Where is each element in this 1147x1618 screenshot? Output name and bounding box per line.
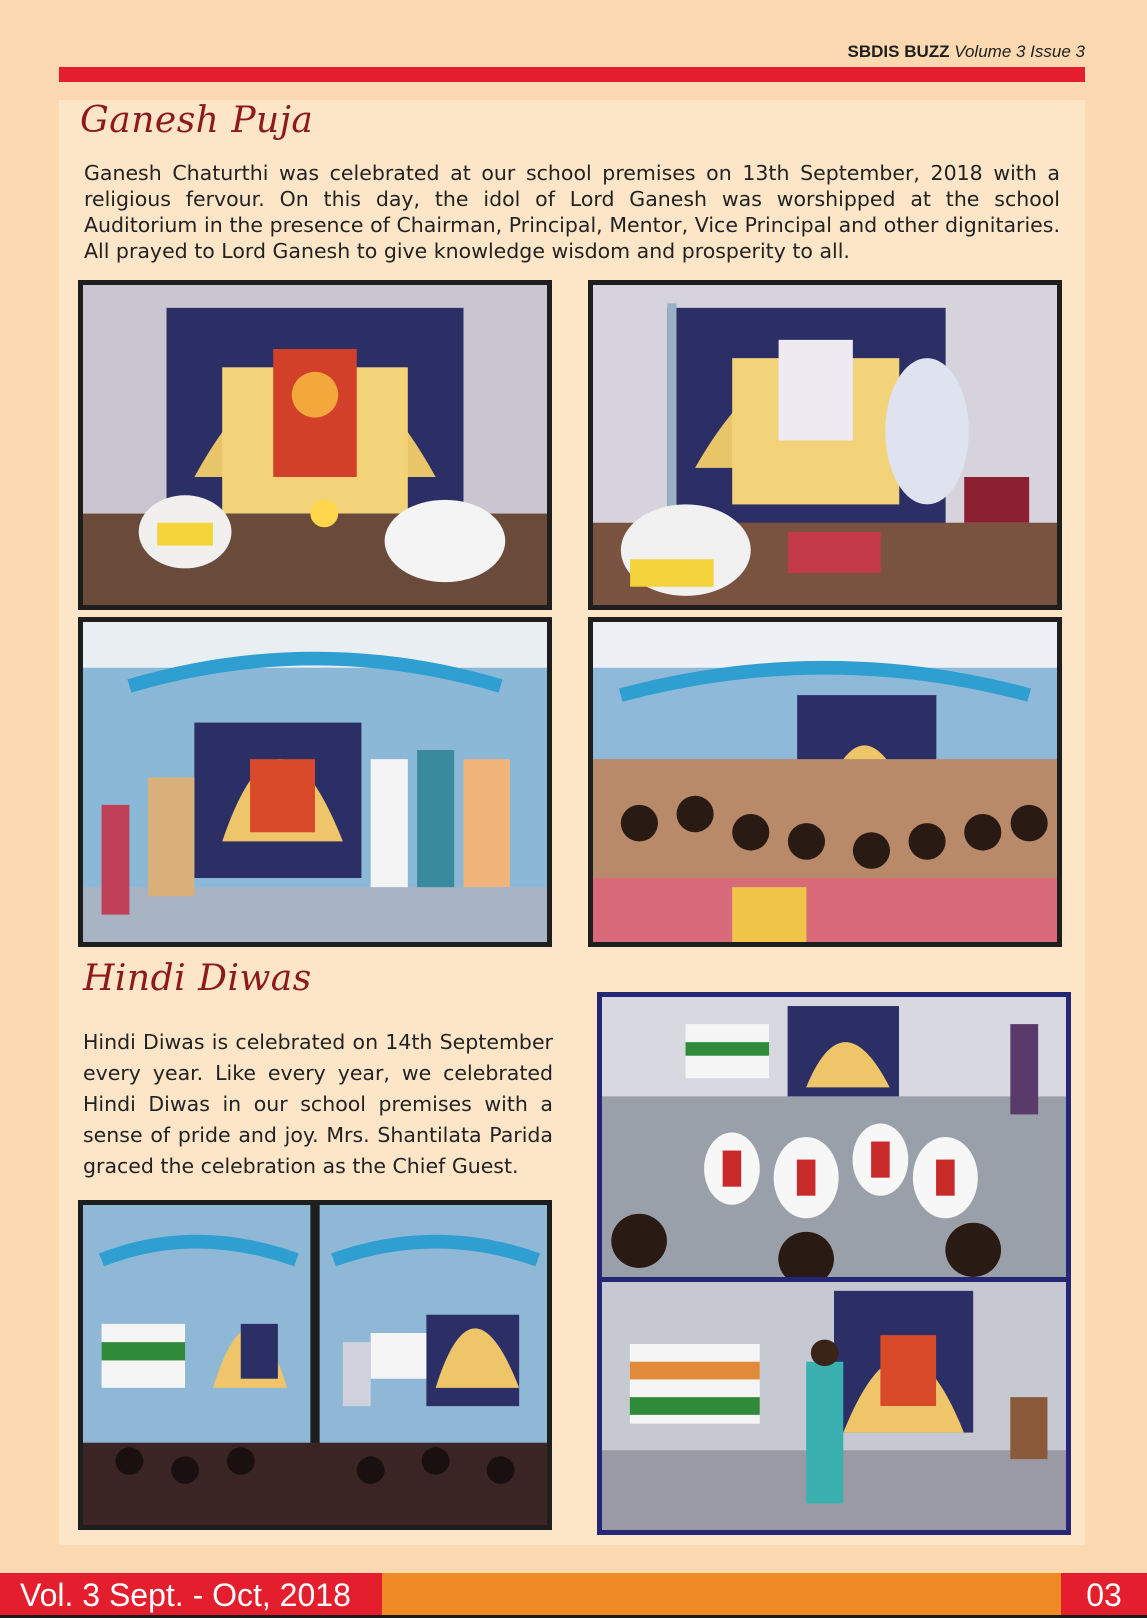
hindi-diwas-photo-chief-guest xyxy=(597,1277,1071,1535)
footer-page-number: 03 xyxy=(1061,1573,1147,1618)
ganesh-puja-text: Ganesh Chaturthi was celebrated at our school premises on 13th September, 2018 with a religious fervour. On this day, the idol of Lord Ganesh was worshipped at the school Auditorium in the presence of Chairman, Principal, Mentor, Vice Principal and other dignitaries. All prayed to Lord Ganesh to give knowledge wisdom and prosperity to all. xyxy=(84,161,1060,263)
running-header xyxy=(848,42,1085,62)
ganesh-puja-photo-1 xyxy=(78,280,552,610)
hindi-diwas-title: Hindi Diwas xyxy=(83,958,312,999)
hindi-diwas-text: Hindi Diwas is celebrated on 14th September every year. Like every year, we celebrated Hindi Diwas in our school premises with a sense of pride and joy. Mrs. Shantilata Parida graced the celebration as the Chief Guest. xyxy=(83,1030,553,1178)
page-footer xyxy=(0,1573,1147,1618)
ganesh-puja-photo-3 xyxy=(78,617,552,947)
footer-volume-date: Vol. 3 Sept. - Oct, 2018 xyxy=(0,1573,382,1618)
hindi-diwas-photo-dance xyxy=(597,992,1071,1282)
header-rule xyxy=(59,67,1085,82)
newsletter-name: SBDIS BUZZ xyxy=(847,42,950,61)
issue-label: Volume 3 Issue 3 xyxy=(954,42,1085,61)
ganesh-puja-photo-2 xyxy=(588,280,1062,610)
hindi-diwas-photo-collage xyxy=(78,1200,552,1530)
ganesh-puja-title: Ganesh Puja xyxy=(80,100,314,141)
ganesh-puja-photo-4 xyxy=(588,617,1062,947)
